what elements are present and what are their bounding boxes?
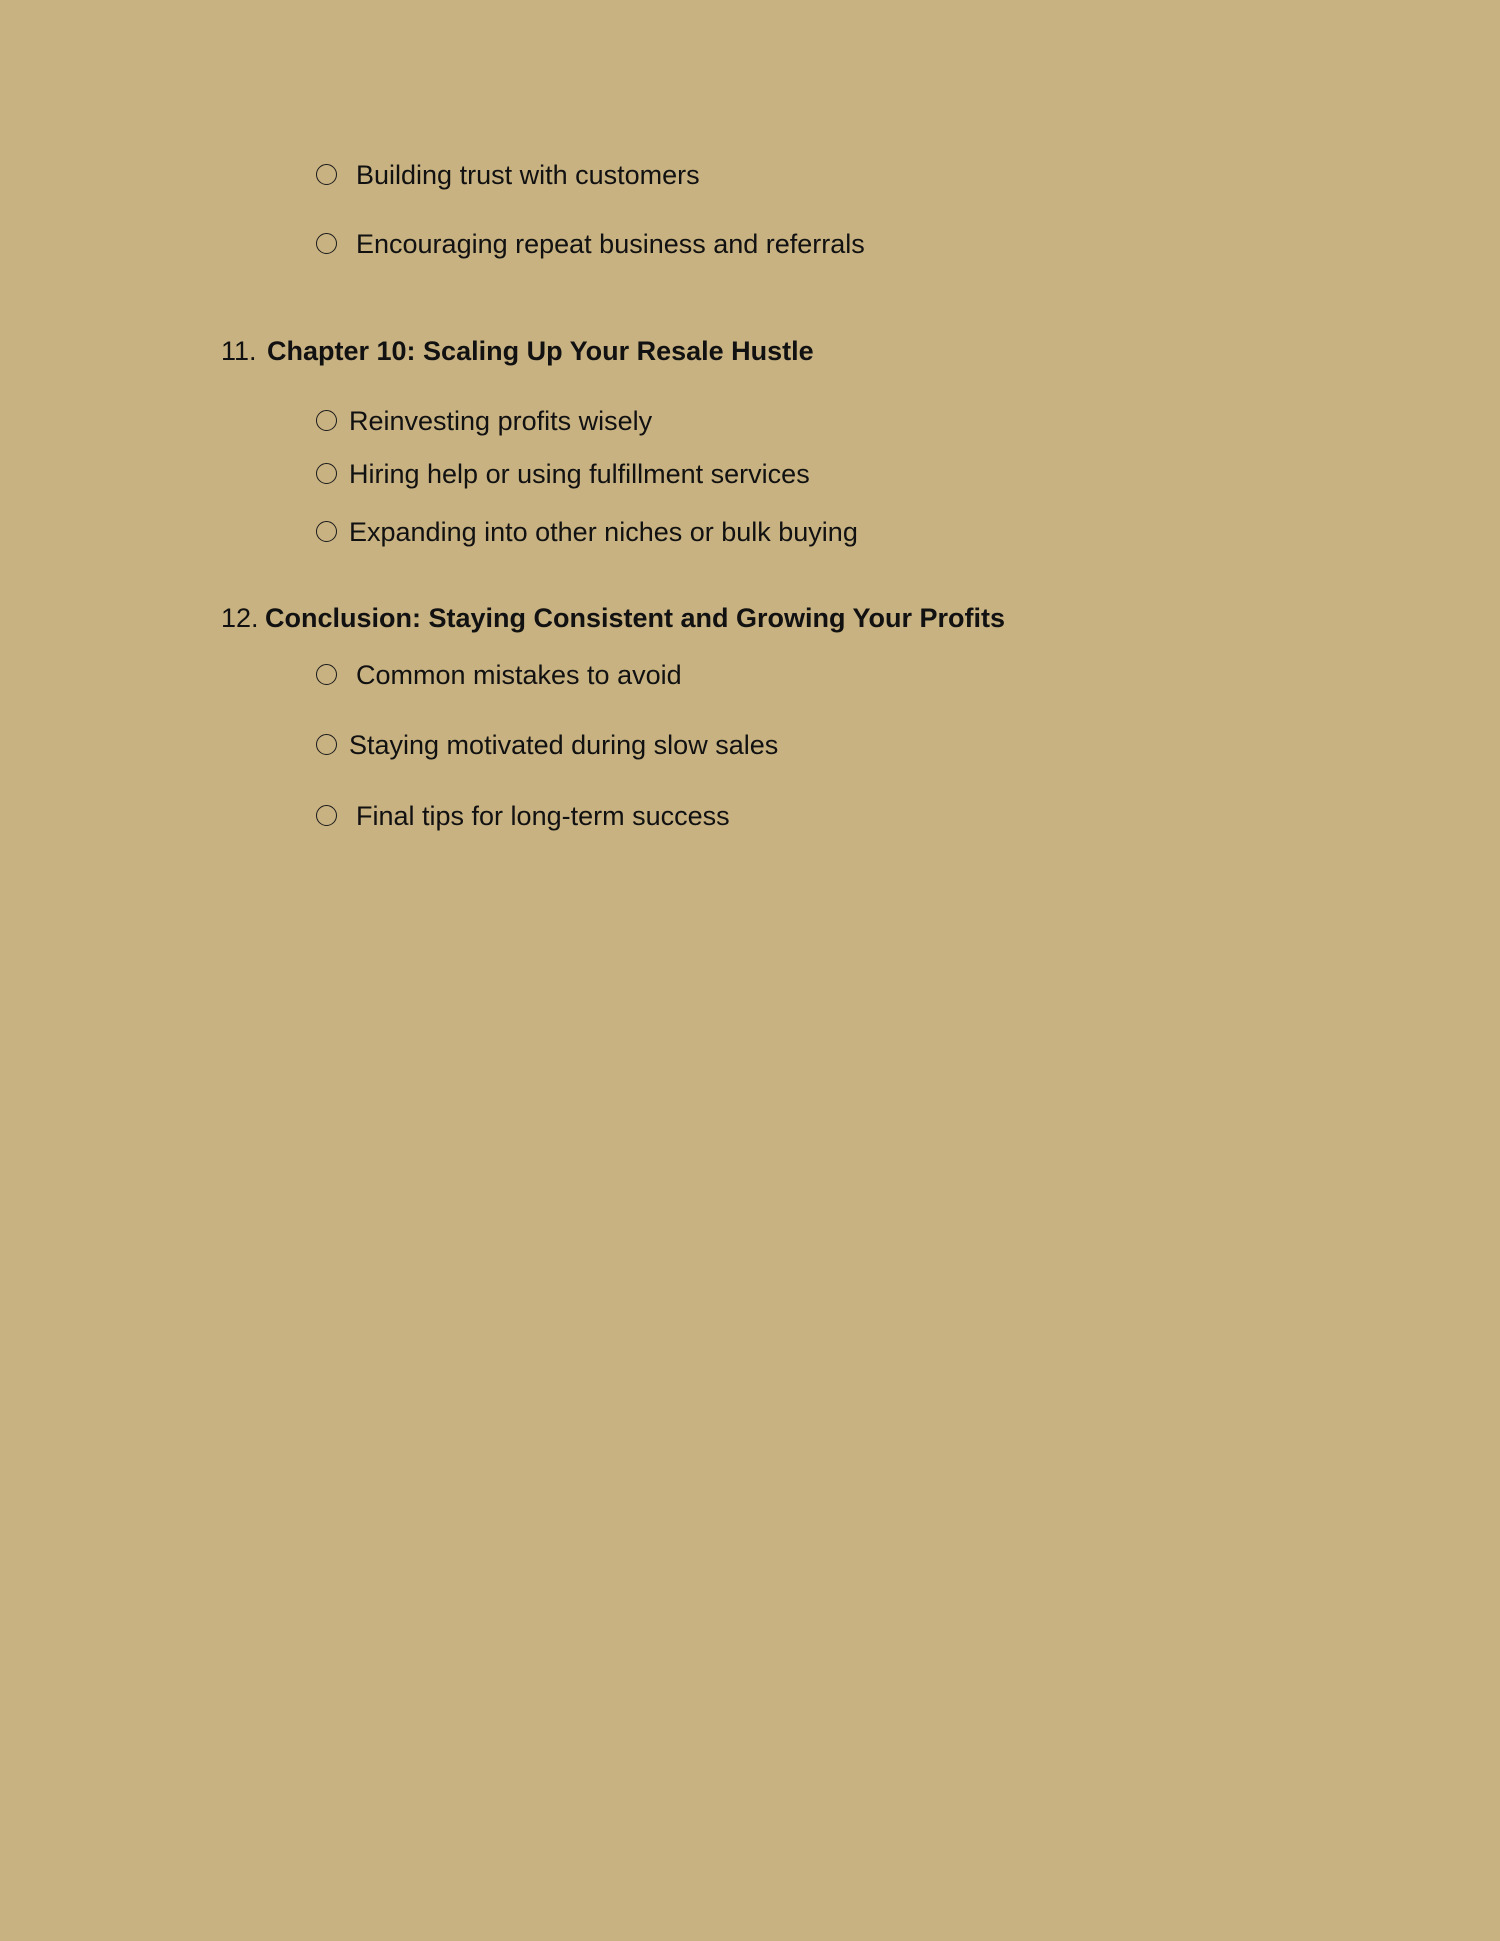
list-item: Final tips for long-term success: [356, 801, 730, 831]
chapter-heading: Conclusion: Staying Consistent and Growing Your Profits: [265, 603, 1006, 633]
circle-bullet-icon: [316, 521, 337, 542]
list-item: Reinvesting profits wisely: [349, 406, 653, 436]
list-item: Expanding into other niches or bulk buying: [349, 517, 858, 547]
circle-bullet-icon: [316, 463, 337, 484]
chapter-heading: Chapter 10: Scaling Up Your Resale Hustle: [267, 336, 814, 366]
list-item: Hiring help or using fulfillment services: [349, 459, 810, 489]
list-item: Encouraging repeat business and referrals: [356, 229, 865, 259]
circle-bullet-icon: [316, 410, 337, 431]
circle-bullet-icon: [316, 664, 337, 685]
circle-bullet-icon: [316, 805, 337, 826]
circle-bullet-icon: [316, 233, 337, 254]
chapter-number: 12.: [221, 603, 259, 633]
list-item: Common mistakes to avoid: [356, 660, 682, 690]
list-item: Staying motivated during slow sales: [349, 730, 779, 760]
circle-bullet-icon: [316, 164, 337, 185]
list-item: Building trust with customers: [356, 160, 700, 190]
chapter-number: 11.: [221, 336, 257, 366]
circle-bullet-icon: [316, 734, 337, 755]
